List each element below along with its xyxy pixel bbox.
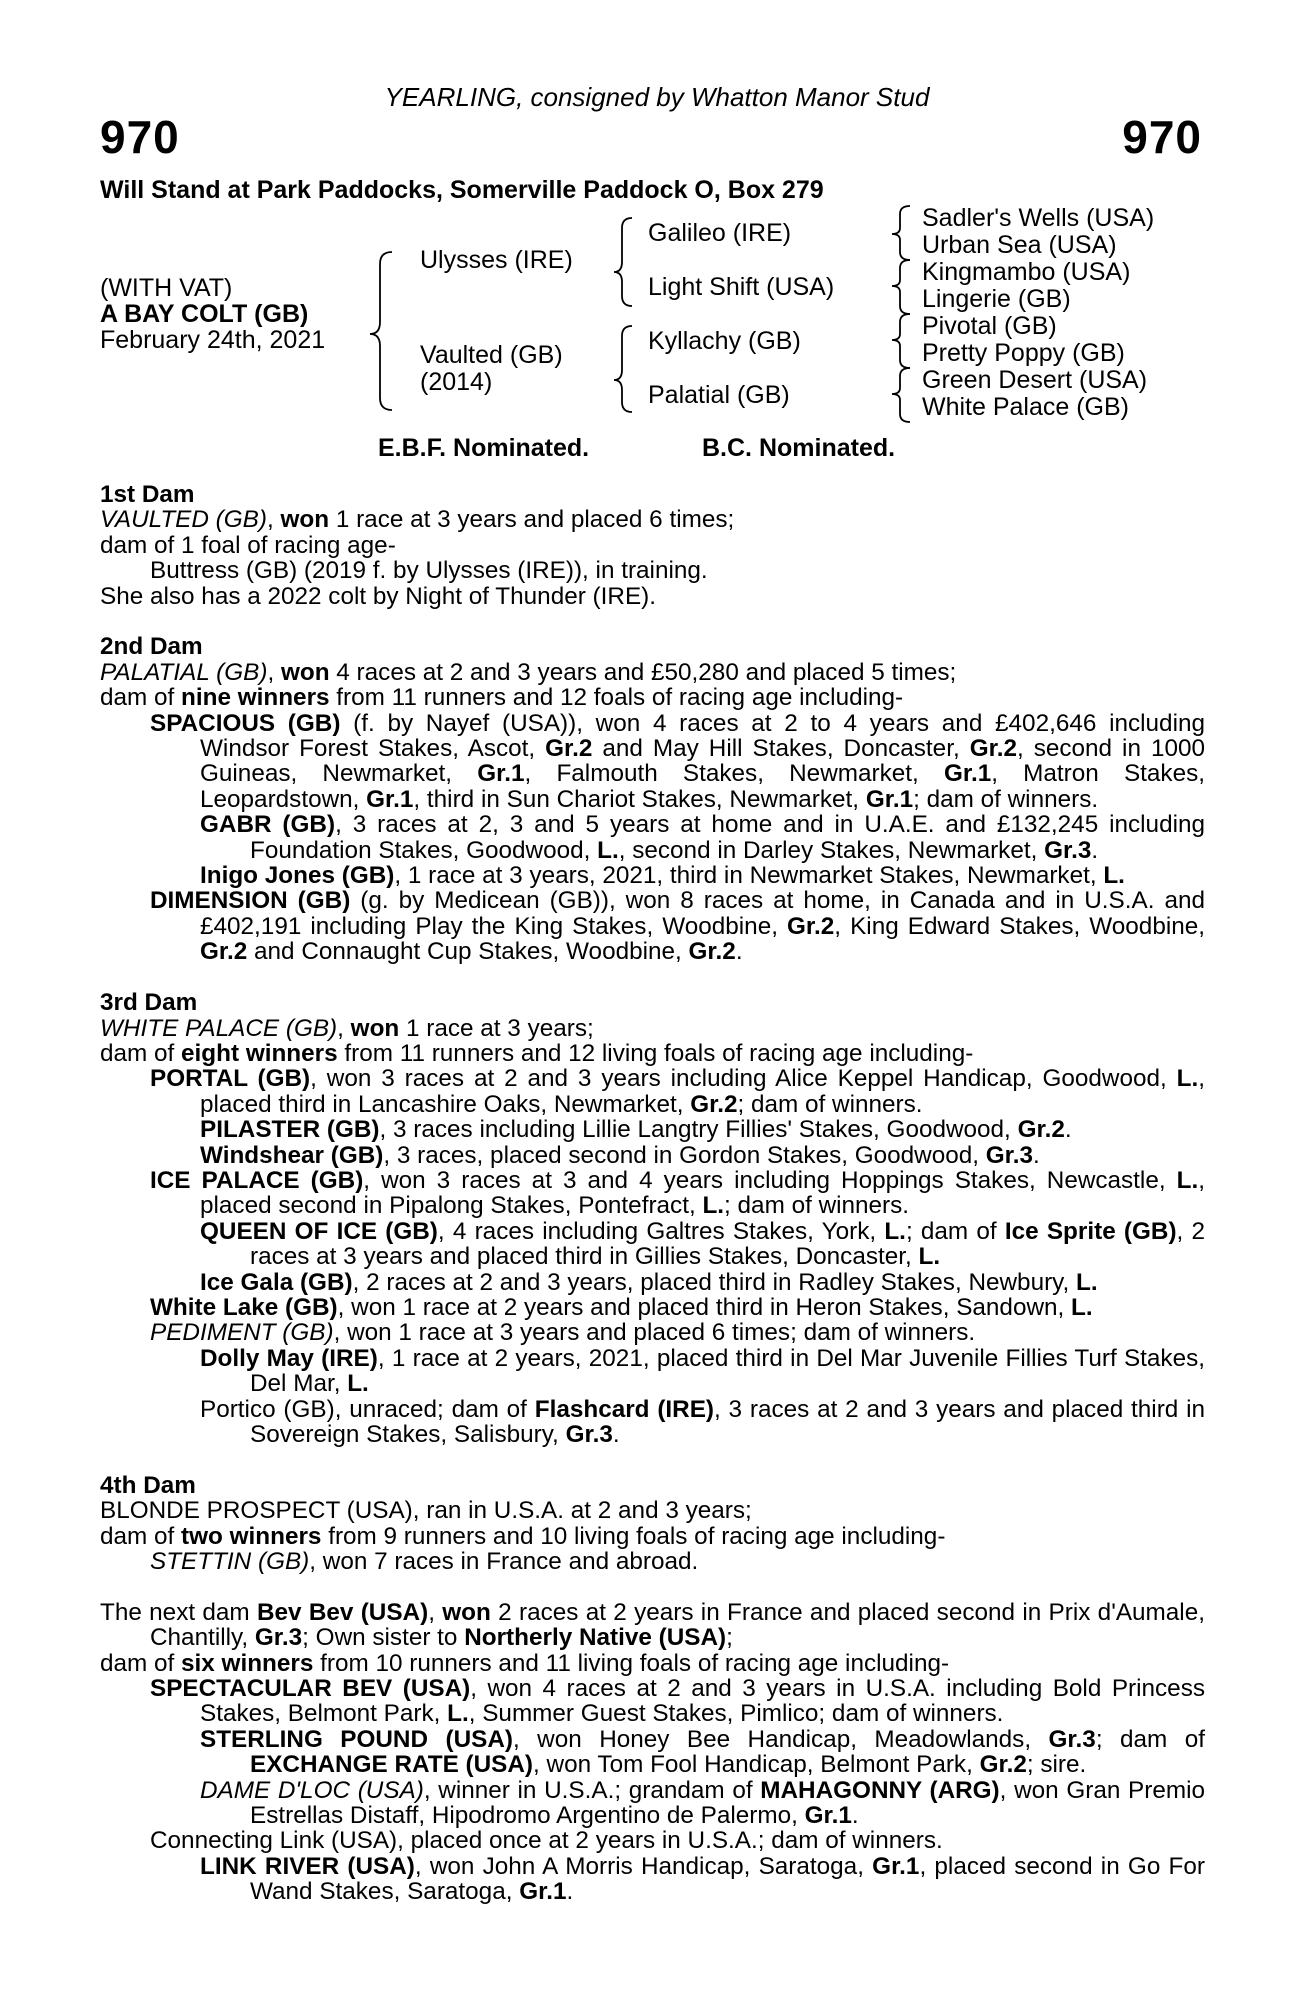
- catalogue-body: [100, 482, 1205, 1905]
- gen3-8: White Palace (GB): [922, 393, 1130, 421]
- produce-dimension: DIMENSION (GB) (g. by Medicean (GB)), won 8 races at home, in Canada and in U.S.A. and £402,191 including Play the King Stakes, Woodbine, Gr.2, King Edward Stakes, Woodbine, Gr.2 and Connaught Cup Stakes, Woodbine, Gr.2.: [150, 887, 1206, 966]
- consignor-line: YEARLING, consigned by Whatton Manor Stud: [384, 82, 930, 112]
- third-dam-line: WHITE PALACE (GB), won 1 race at 3 years;: [100, 1014, 594, 1042]
- sire-name: Ulysses (IRE): [420, 246, 573, 274]
- lot-number-left: 970: [100, 111, 180, 163]
- produce-spacious: SPACIOUS (GB) (f. by Nayef (USA)), won 4 races at 2 to 4 years and £402,646 including Windsor Forest Stakes, Ascot, Gr.2 and May Hill Stakes, Doncaster, Gr.2, second in 1000 Guineas, Newmarket, Gr.1, Falmouth Stakes, Newmarket, Gr.1, Matron Stakes, Leopardstown, Gr.1, third in Sun Chariot Stakes, Newmarket, Gr.1; dam of winners.: [150, 709, 1205, 813]
- vat-note: (WITH VAT): [100, 274, 233, 302]
- third-dam-heading: 3rd Dam: [100, 989, 198, 1017]
- bracket-g-d: [892, 368, 910, 422]
- bracket-dam: [614, 326, 632, 412]
- third-dam-produce-intro: dam of eight winners from 11 runners and 12 living foals of racing age including-: [100, 1039, 974, 1067]
- lot-number-right: 970: [1122, 111, 1202, 163]
- produce-ice-gala: Ice Gala (GB), 2 races at 2 and 3 years, placed third in Radley Stakes, Newbury, L.: [200, 1268, 1098, 1296]
- produce-connecting-link: Connecting Link (USA), placed once at 2 years in U.S.A.; dam of winners.: [150, 1827, 943, 1855]
- gen3-5: Pivotal (GB): [922, 312, 1057, 340]
- gen3-7: Green Desert (USA): [922, 366, 1148, 394]
- fourth-dam-line: BLONDE PROSPECT (USA), ran in U.S.A. at 2 and 3 years;: [100, 1497, 752, 1525]
- produce-sterling-pound: STERLING POUND (USA), won Honey Bee Handicap, Meadowlands, Gr.3; dam of EXCHANGE RATE (USA), won Tom Fool Handicap, Belmont Park, Gr.2; sire.: [200, 1725, 1205, 1779]
- fourth-dam-heading: 4th Dam: [100, 1471, 196, 1499]
- second-dam-produce-intro: dam of nine winners from 11 runners and 12 foals of racing age including-: [100, 684, 904, 712]
- produce-ice-palace: ICE PALACE (GB), won 3 races at 3 and 4 years including Hoppings Stakes, Newcastle, L., placed second in Pipalong Stakes, Pontefract, L.; dam of winners.: [150, 1166, 1205, 1220]
- fourth-dam-produce-intro: dam of two winners from 9 runners and 10 living foals of racing age including-: [100, 1522, 946, 1550]
- first-dam-produce-intro: dam of 1 foal of racing age-: [100, 531, 396, 559]
- sire-sire: Galileo (IRE): [648, 219, 792, 247]
- produce-pilaster: PILASTER (GB), 3 races including Lillie Langtry Fillies' Stakes, Goodwood, Gr.2.: [200, 1116, 1072, 1144]
- produce-spectacular-bev: SPECTACULAR BEV (USA), won 4 races at 2 and 3 years in U.S.A. including Bold Princess Stakes, Belmont Park, L., Summer Guest Stakes, Pimlico; dam of winners.: [150, 1675, 1205, 1728]
- bracket-sire: [614, 218, 632, 306]
- gen3-2: Urban Sea (USA): [922, 231, 1117, 259]
- gen3-3: Kingmambo (USA): [922, 258, 1131, 286]
- dam-dam: Palatial (GB): [648, 381, 790, 409]
- bracket-g-c: [892, 314, 910, 368]
- first-dam-note: She also has a 2022 colt by Night of Thunder (IRE).: [100, 582, 656, 610]
- bc-nomination: B.C. Nominated.: [702, 434, 896, 462]
- bracket-g-a: [892, 206, 910, 260]
- dam-sire: Kyllachy (GB): [648, 327, 801, 355]
- next-dam-line: The next dam Bev Bev (USA), won 2 races at 2 years in France and placed second in Prix d'Aumale, Chantilly, Gr.3; Own sister to Northerly Native (USA);: [100, 1598, 1205, 1652]
- ebf-nomination: E.B.F. Nominated.: [378, 434, 590, 462]
- first-dam-produce: Buttress (GB) (2019 f. by Ulysses (IRE)), in training.: [150, 557, 708, 585]
- produce-portico: Portico (GB), unraced; dam of Flashcard (IRE), 3 races at 2 and 3 years and placed third in Sovereign Stakes, Salisbury, Gr.3.: [200, 1395, 1205, 1448]
- produce-pediment: PEDIMENT (GB), won 1 race at 3 years and placed 6 times; dam of winners.: [150, 1319, 976, 1347]
- bracket-g-b: [892, 260, 910, 314]
- produce-queen-of-ice: QUEEN OF ICE (GB), 4 races including Galtres Stakes, York, L.; dam of Ice Sprite (GB), 2 races at 3 years and placed third in Gillies Stakes, Doncaster, L.: [200, 1217, 1206, 1271]
- dam-name: Vaulted (GB): [420, 341, 563, 369]
- gen3-4: Lingerie (GB): [922, 285, 1071, 313]
- produce-inigo-jones: Inigo Jones (GB), 1 race at 3 years, 2021, third in Newmarket Stakes, Newmarket, L.: [200, 862, 1125, 890]
- sire-dam: Light Shift (USA): [648, 273, 835, 301]
- horse-name: A BAY COLT (GB): [100, 300, 309, 328]
- stand-location: Will Stand at Park Paddocks, Somerville Paddock O, Box 279: [100, 176, 824, 204]
- produce-link-river: LINK RIVER (USA), won John A Morris Handicap, Saratoga, Gr.1, placed second in Go For Wand Stakes, Saratoga, Gr.1.: [200, 1852, 1206, 1906]
- bracket-gen1: [370, 252, 392, 410]
- produce-windshear: Windshear (GB), 3 races, placed second in Gordon Stakes, Goodwood, Gr.3.: [200, 1141, 1040, 1169]
- produce-dame-dloc: DAME D'LOC (USA), winner in U.S.A.; grandam of MAHAGONNY (ARG), won Gran Premio Estrellas Distaff, Hipodromo Argentino de Palermo, Gr.1.: [200, 1776, 1205, 1830]
- foaling-date: February 24th, 2021: [100, 326, 326, 354]
- dam-year: (2014): [420, 368, 493, 396]
- produce-portal: PORTAL (GB), won 3 races at 2 and 3 years including Alice Keppel Handicap, Goodwood, L., placed third in Lancashire Oaks, Newmarket, Gr.2; dam of winners.: [150, 1065, 1205, 1118]
- produce-white-lake: White Lake (GB), won 1 race at 2 years and placed third in Heron Stakes, Sandown, L.: [150, 1293, 1093, 1321]
- produce-gabr: GABR (GB), 3 races at 2, 3 and 5 years at home and in U.A.E. and £132,245 including Foundation Stakes, Goodwood, L., second in Darley Stakes, Newmarket, Gr.3.: [200, 811, 1205, 864]
- second-dam-heading: 2nd Dam: [100, 633, 203, 661]
- gen3-6: Pretty Poppy (GB): [922, 339, 1125, 367]
- gen3-1: Sadler's Wells (USA): [922, 204, 1155, 232]
- produce-dolly-may: Dolly May (IRE), 1 race at 2 years, 2021, placed third in Del Mar Juvenile Fillies Turf Stakes, Del Mar, L.: [200, 1344, 1205, 1398]
- first-dam-heading: 1st Dam: [100, 481, 195, 508]
- next-dam-produce-intro: dam of six winners from 10 runners and 11 living foals of racing age including-: [100, 1649, 950, 1677]
- produce-stettin: STETTIN (GB), won 7 races in France and abroad.: [150, 1548, 699, 1576]
- first-dam-line: VAULTED (GB), won 1 race at 3 years and placed 6 times;: [100, 506, 735, 534]
- second-dam-line: PALATIAL (GB), won 4 races at 2 and 3 years and £50,280 and placed 5 times;: [100, 658, 957, 686]
